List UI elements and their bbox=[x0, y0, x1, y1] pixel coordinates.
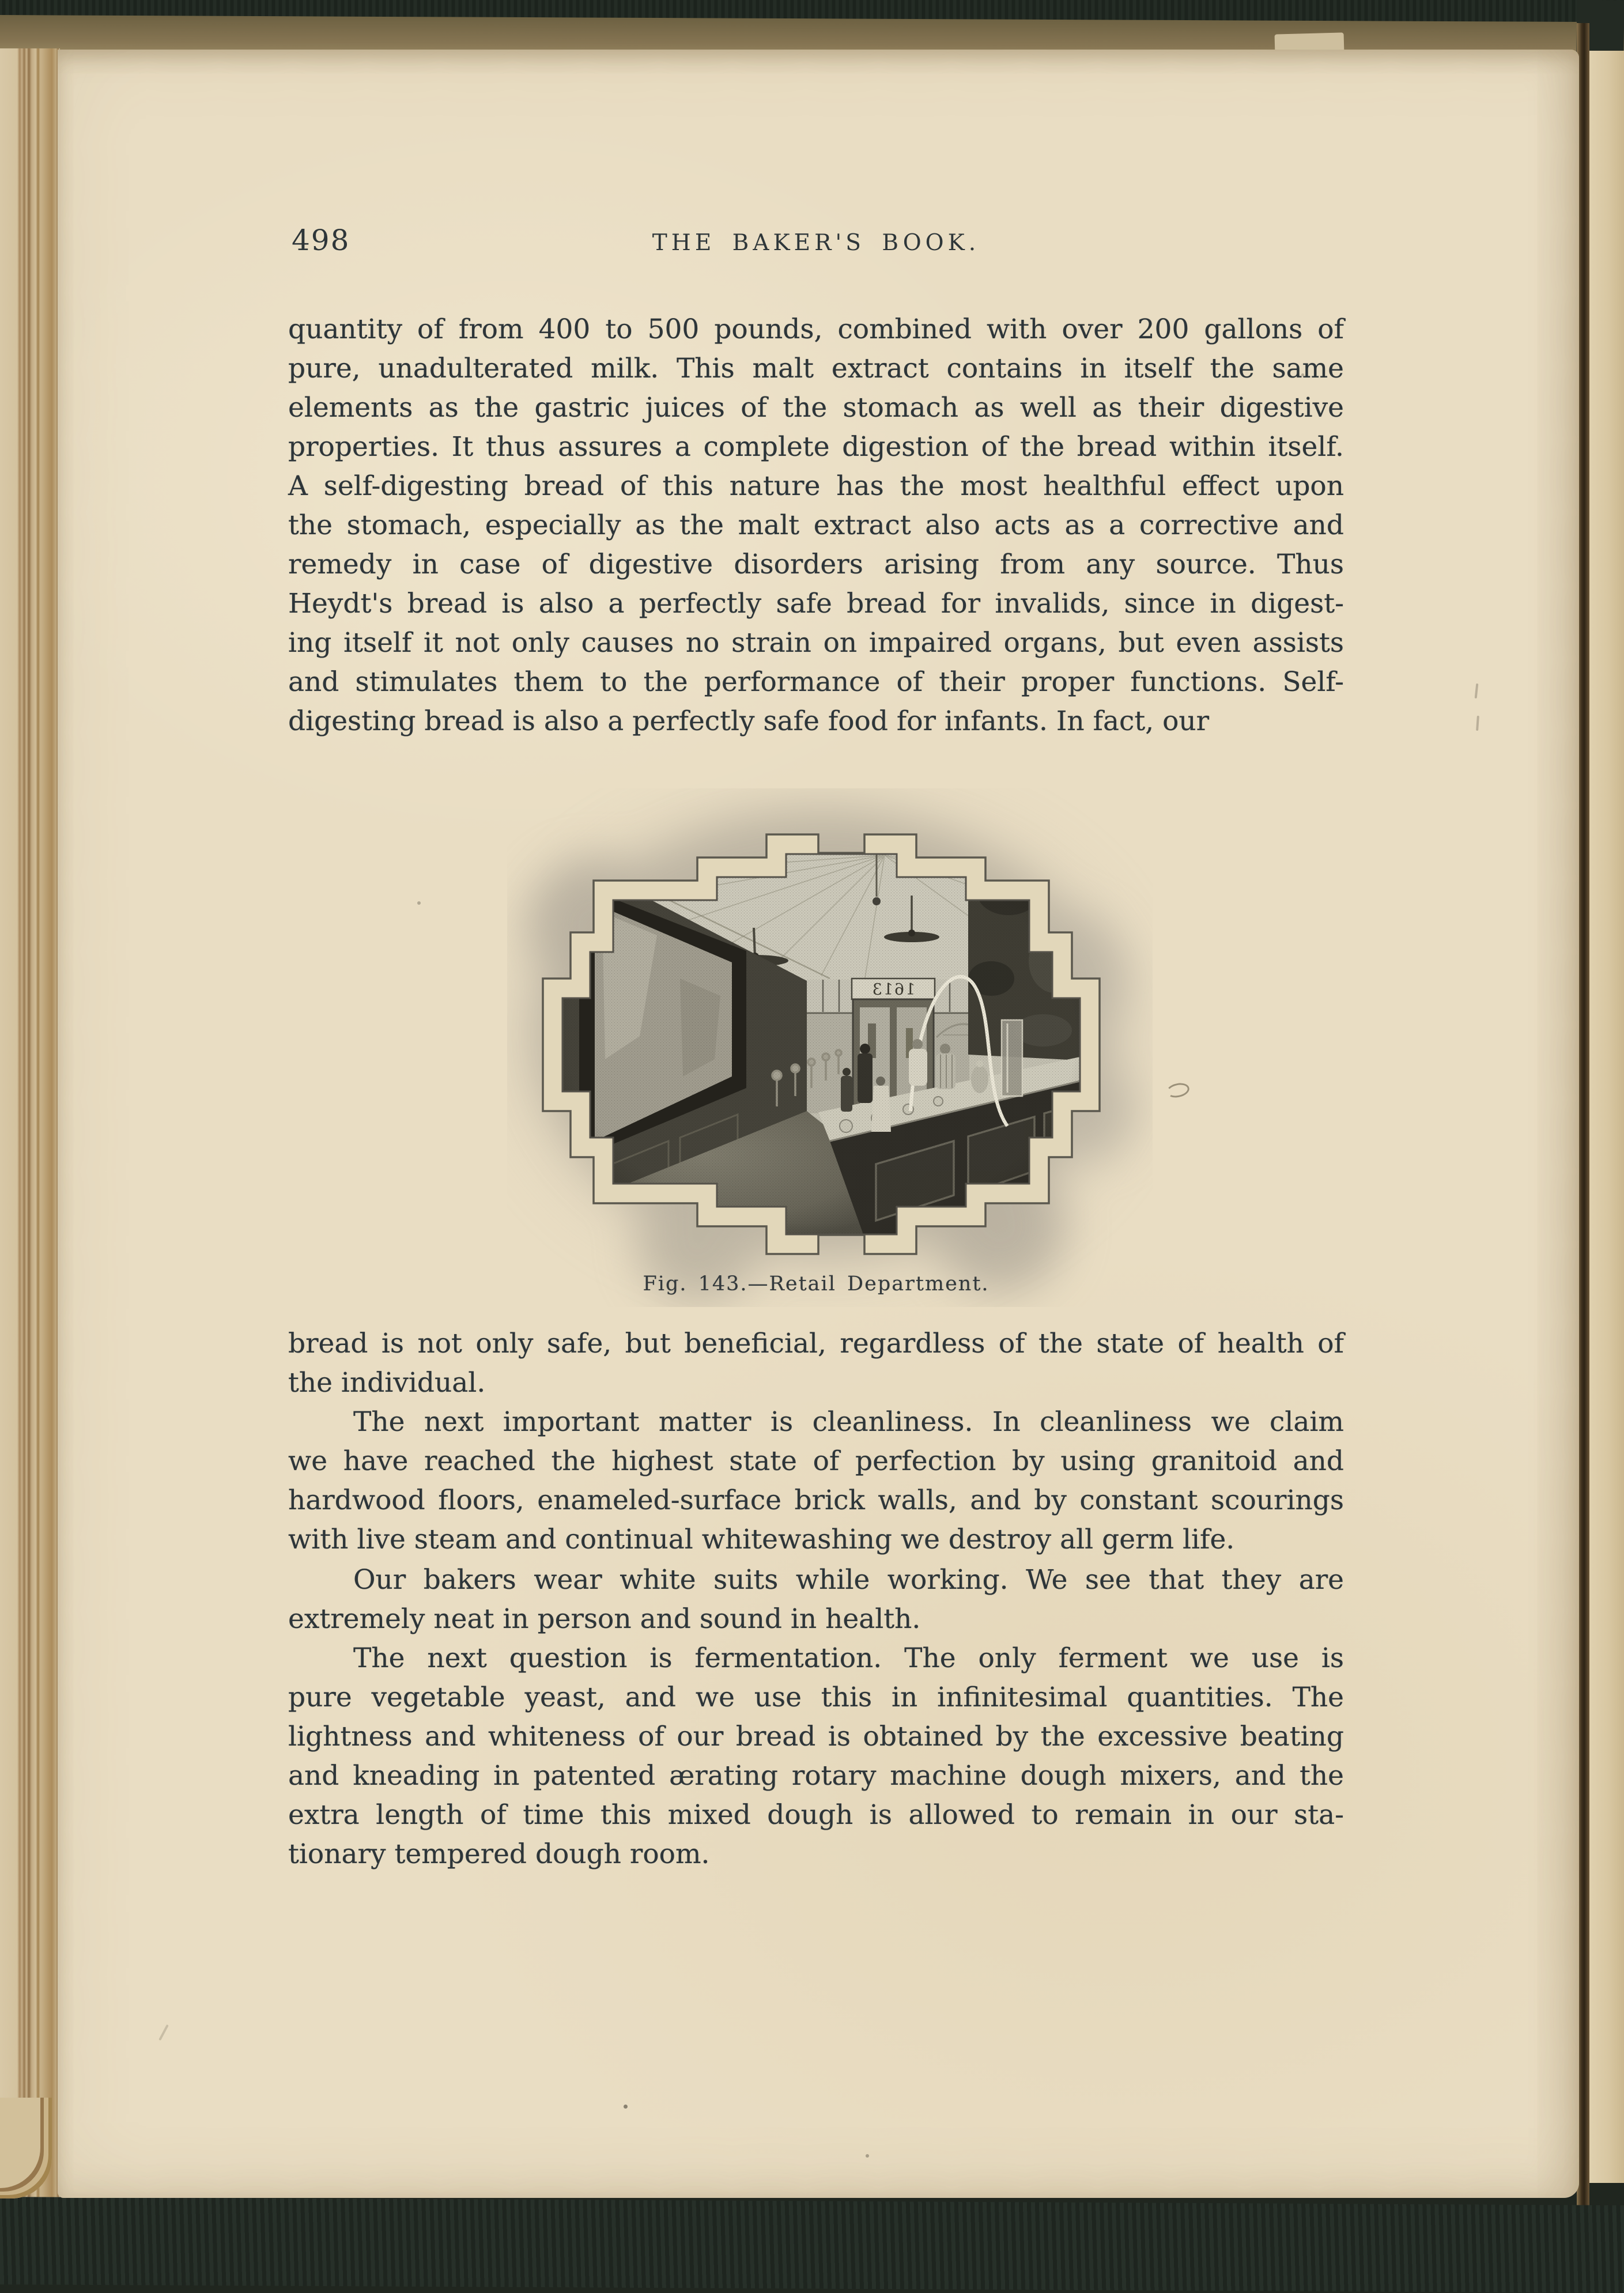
page-number: 498 bbox=[292, 224, 350, 257]
paragraph bbox=[288, 1639, 1344, 1874]
text-line: bread is not only safe, but beneficial, regardless of the state of health of bbox=[288, 1328, 1344, 1359]
text-line: tionary tempered dough room. bbox=[288, 1838, 710, 1870]
ink-speck bbox=[866, 2154, 869, 2158]
text-line: extra length of time this mixed dough is allowed to remain in our sta- bbox=[288, 1799, 1344, 1831]
text-line: quantity of from 400 to 500 pounds, combined with over 200 gallons of bbox=[288, 313, 1344, 345]
retail-department-photo bbox=[507, 788, 1153, 1307]
paragraph bbox=[288, 1324, 1344, 1403]
text-line: digesting bread is also a perfectly safe food for infants. In fact, our bbox=[288, 705, 1210, 737]
text-line: and kneading in patented ærating rotary machine dough mixers, and the bbox=[288, 1760, 1344, 1792]
paragraph bbox=[288, 1561, 1344, 1639]
text-line: Heydt's bread is also a perfectly safe bread for invalids, since in digest- bbox=[288, 588, 1344, 619]
text-line: pure, unadulterated milk. This malt extract contains in itself the same bbox=[288, 353, 1344, 384]
text-line: The next important matter is cleanliness. In cleanliness we claim bbox=[353, 1406, 1344, 1438]
running-header: THE BAKER'S BOOK. bbox=[652, 230, 980, 256]
text-line: with live steam and continual whitewashing we destroy all germ life. bbox=[288, 1524, 1235, 1555]
text-line: A self-digesting bread of this nature has the most healthful effect upon bbox=[288, 470, 1344, 502]
book-cover-bottom-edge bbox=[0, 2197, 1624, 2293]
text-line: lightness and whiteness of our bread is obtained by the excessive beating bbox=[288, 1721, 1344, 1752]
text-line: pure vegetable yeast, and we use this in infinitesimal quantities. The bbox=[288, 1682, 1344, 1713]
text-line: the stomach, especially as the malt extract also acts as a corrective and bbox=[288, 509, 1344, 541]
text-line: The next question is fermentation. The only ferment we use is bbox=[353, 1642, 1344, 1674]
paragraph bbox=[288, 310, 1344, 741]
text-line: Our bakers wear white suits while working. We see that they are bbox=[353, 1564, 1344, 1596]
ink-speck bbox=[624, 2105, 628, 2109]
text-line: remedy in case of digestive disorders arising from any source. Thus bbox=[288, 549, 1344, 580]
ink-speck bbox=[417, 901, 421, 905]
paragraph bbox=[288, 1403, 1344, 1559]
figure-caption: Fig. 143.—Retail Department. bbox=[643, 1272, 989, 1295]
photo-scene bbox=[559, 851, 1083, 1238]
text-line: extremely neat in person and sound in health. bbox=[288, 1603, 921, 1635]
page-edge-stack-left bbox=[0, 48, 60, 2198]
text-line: the individual. bbox=[288, 1367, 486, 1399]
text-line: and stimulates them to the performance of their proper functions. Self- bbox=[288, 666, 1344, 698]
text-line: ing itself it not only causes no strain on impaired organs, but even assists bbox=[288, 627, 1344, 659]
figure-illustration bbox=[507, 788, 1153, 1307]
ink-speck bbox=[1301, 373, 1304, 376]
text-line: properties. It thus assures a complete digestion of the bread within itself. bbox=[288, 431, 1344, 463]
next-page-edge-right bbox=[1589, 51, 1624, 2183]
text-line: hardwood floors, enameled-surface brick walls, and by constant scourings bbox=[288, 1484, 1344, 1516]
text-line: we have reached the highest state of perfection by using granitoid and bbox=[288, 1445, 1344, 1477]
text-line: elements as the gastric juices of the stomach as well as their digestive bbox=[288, 392, 1344, 424]
